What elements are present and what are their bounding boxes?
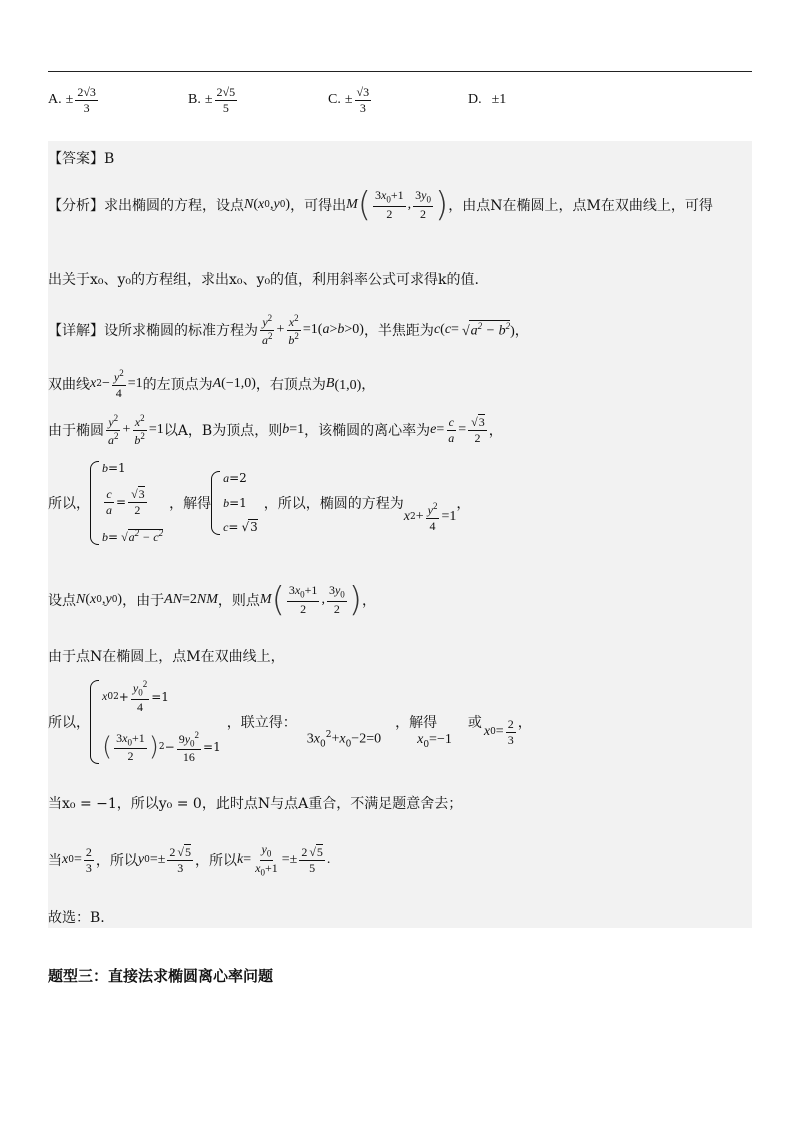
section-heading: 题型三：直接法求椭圆离心率问题 <box>48 967 274 985</box>
answer-line: 【答案】B <box>48 151 115 167</box>
option-b: B. ± $\frac{2√5}{5}$ <box>188 84 236 115</box>
option-d: D. ±1 <box>468 92 507 107</box>
detail-line-8: 当x₀ = −1，所以y₀ = 0，此时点N与点A重合，不满足题意舍去； <box>48 796 463 812</box>
detail-line-10: 故选：B. <box>48 910 105 926</box>
option-a: A. ± $\frac{2√3}{3}$ <box>48 84 96 115</box>
detail-line-4: 所以， b=1 $\frac{c}{a}$ = √ $\frac{3}{2}$ b=√ $a^2 - c^2$ ，解得 a=2 b=1 c=√ 3 ，所以，椭圆的方程为 x 2 + $\frac{y^2}{4}$ =1 ， <box>48 458 470 548</box>
option-c: C. ± $\frac{√3}{3}$ <box>328 84 370 115</box>
detail-line-7: 所以， x 0 2 + $\frac{y_0^2}{4}$ =1 ( $\frac{3x_0+1}{2}$ ) 2 − $\frac{9y_0^2}{16}$ =1 ，联立得： $3x_0^2+x_0-2=0$ ，解得 $x_0=-1$ 或 x 0 = $\frac{2}{3}$ ， <box>48 679 532 765</box>
analysis-line-2: 出关于x₀、y₀的方程组，求出x₀、y₀的值，利用斜率公式可求得k的值. <box>48 272 479 288</box>
top-rule <box>48 71 752 72</box>
detail-line-2: 双曲线 x 2 − $\frac{y^2}{4}$ =1 的左顶点为 A (−1,0) ，右顶点为 B (1,0)， <box>48 367 376 400</box>
detail-line-5: 设点 N ( x 0 , y 0 ) ，由于 AN =2 NM ，则点 M ( $\frac{3x_0+1}{2}$ , $\frac{3y_0}{2}$ ) ， <box>48 580 377 620</box>
detail-line-1: 【详解】设所求椭圆的标准方程为 $\frac{y^2}{a^2}$ + $\frac{x^2}{b^2}$ =1( a > b >0) ，半焦距为 c ( c = √ $a^2 - b^2$ )， <box>48 312 529 348</box>
analysis-line-1: 【分析】求出椭圆的方程，设点 N ( x 0 , y 0 ) ，可得出 M ( $\frac{3x_0+1}{2}$ , $\frac{3y_0}{2}$ ) ，由点N在椭圆上，点M在双曲线上，可得 <box>48 185 713 225</box>
detail-line-6: 由于点N在椭圆上，点M在双曲线上， <box>48 649 285 665</box>
detail-line-9: 当 x 0 = $\frac{2}{3}$ ，所以 y 0 =± $\frac{2√ 5}{3}$ ，所以 k = $\frac{y_0}{x_0+1}$ =± $\frac{2√ 5}{5}$ . <box>48 840 330 880</box>
detail-line-3: 由于椭圆 $\frac{y^2}{a^2}$ + $\frac{x^2}{b^2}$ =1 以A，B为顶点，则 b =1 ，该椭圆的离心率为 e = $\frac{c}{a}$ = √ $\frac{3}{2}$ ， <box>48 412 503 448</box>
